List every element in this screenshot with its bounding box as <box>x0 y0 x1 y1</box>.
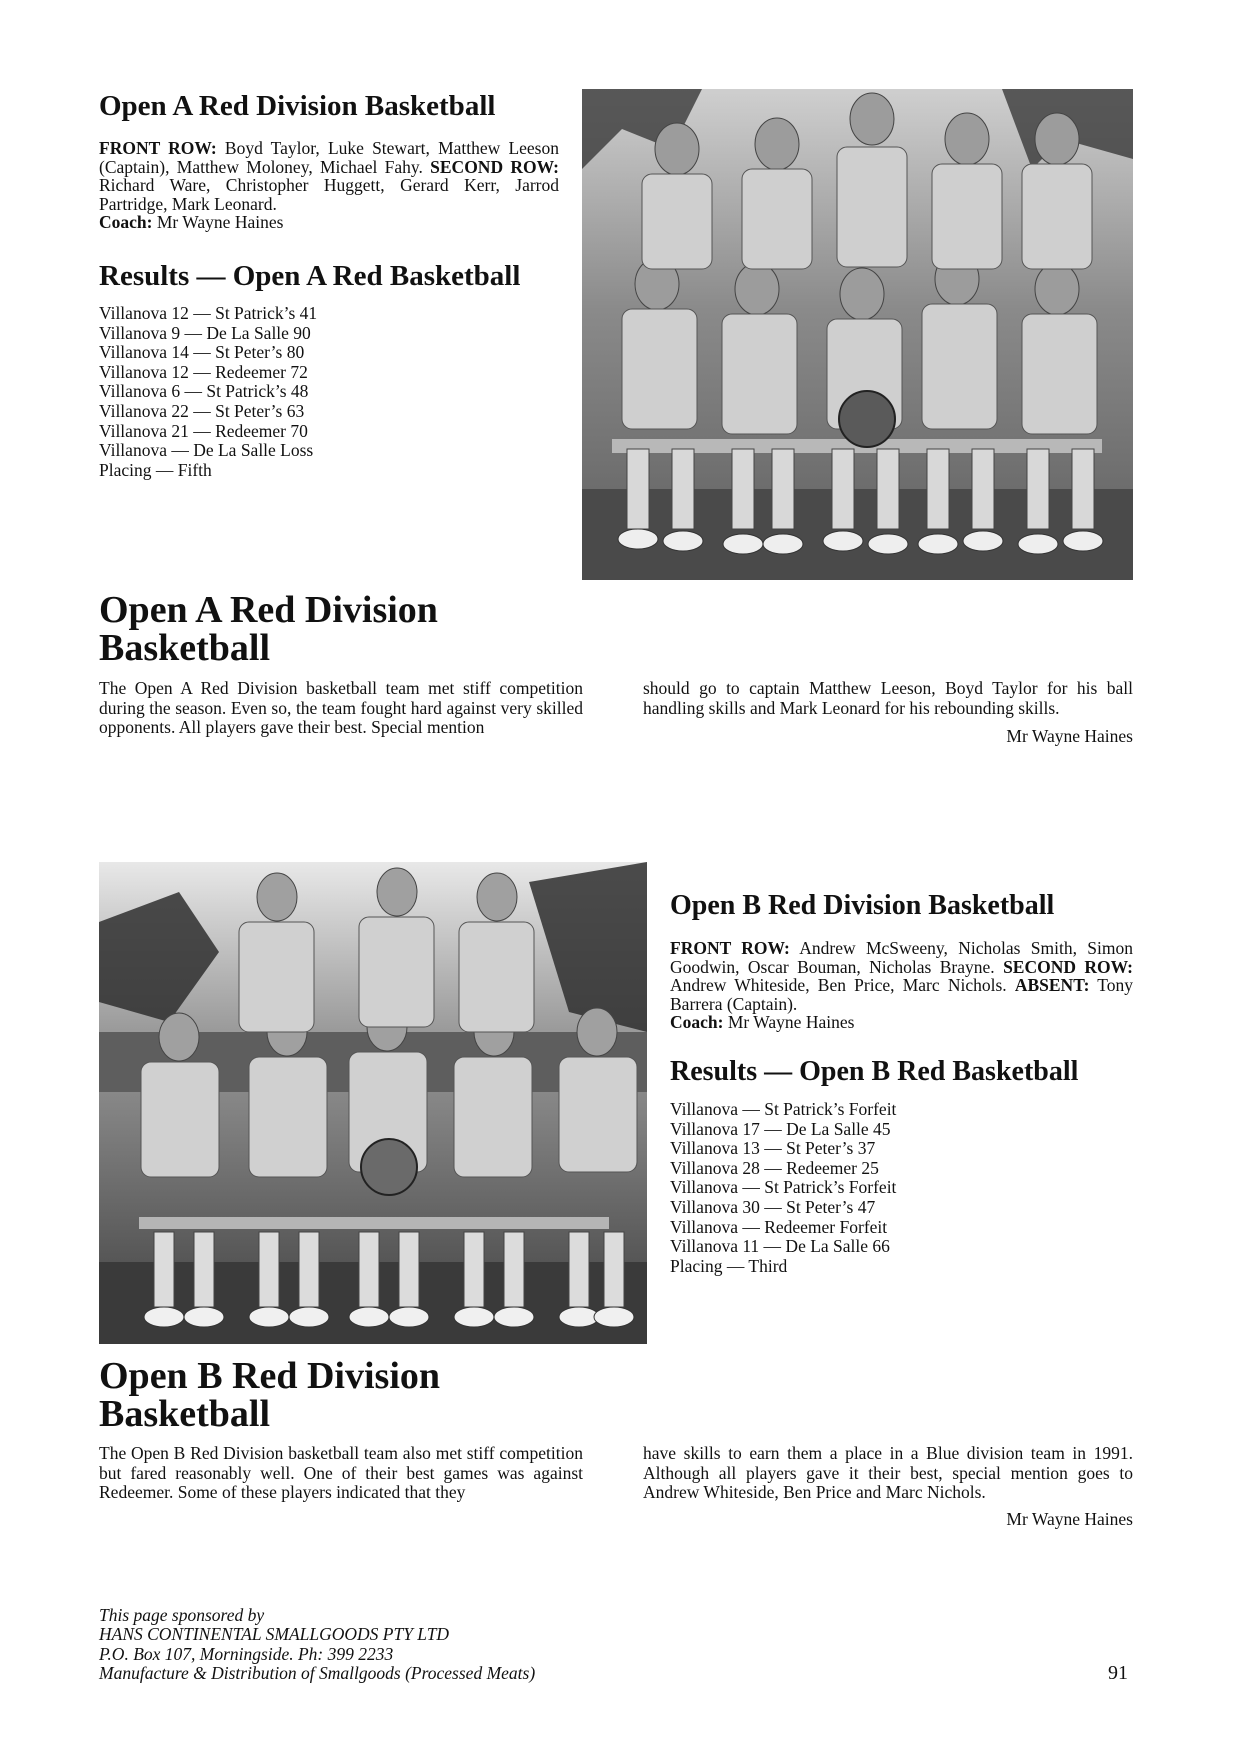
result-item: Villanova 9 — De La Salle 90 <box>99 322 311 343</box>
result-item: Villanova 12 — St Patrick’s 41 <box>99 303 318 323</box>
second-row-names: Richard Ware, Christopher Huggett, Gerard Kerr, Jarrod Partridge, Mark Leonard. <box>99 175 559 214</box>
section-b-roster <box>670 939 1133 1032</box>
section-a-article-heading-line2: Basketball <box>99 627 271 669</box>
section-b-signature: Mr Wayne Haines <box>1006 1509 1133 1529</box>
absent-label: ABSENT: <box>1014 975 1090 995</box>
coach-name: Mr Wayne Haines <box>156 212 284 232</box>
section-b-article-heading-line2: Basketball <box>99 1393 271 1435</box>
page-number: 91 <box>1108 1662 1128 1684</box>
result-item: Villanova — Redeemer Forfeit <box>670 1216 888 1237</box>
front-row-names: Andrew McSweeny, Nicholas Smith, Simon Goodwin, Oscar Bouman, Nicholas Brayne. <box>670 938 1134 977</box>
result-item: Villanova 28 — Redeemer 25 <box>670 1157 879 1178</box>
placing: Placing — Third <box>670 1255 788 1276</box>
heading-part: Open B Red <box>99 1355 298 1397</box>
result-item: Villanova 6 — St Patrick’s 48 <box>99 381 309 402</box>
team-photo-a <box>582 89 1133 580</box>
heading-part: Division <box>306 1355 441 1397</box>
result-item: Villanova 11 — De La Salle 66 <box>670 1236 890 1257</box>
sponsor-description: Manufacture & Distribution of Smallgoods (Processed Meats) <box>99 1662 536 1683</box>
section-a-signature: Mr Wayne Haines <box>1006 726 1133 746</box>
result-item: Villanova 12 — Redeemer 72 <box>99 361 308 382</box>
section-b-heading: Open B Red Division Basketball <box>670 890 1055 921</box>
section-a-article-col1: The Open A Red Division basketball team met stiff competition during the season. Even so, the team fought hard against very skilled opponents. All players gave their best. Special mention <box>99 678 583 737</box>
section-b-article-heading-line1 <box>99 1357 440 1395</box>
front-row-label: FRONT ROW: <box>99 138 217 158</box>
result-item: Villanova 17 — De La Salle 45 <box>670 1118 891 1139</box>
coach-label: Coach: <box>99 212 153 232</box>
sponsor-name: HANS CONTINENTAL SMALLGOODS PTY LTD <box>99 1624 450 1645</box>
section-b-results-heading: Results — Open B Red Basketball <box>670 1056 1079 1087</box>
coach-label: Coach: <box>670 1012 724 1032</box>
team-photo-b <box>99 862 647 1344</box>
section-b-article-col2: have skills to earn them a place in a Blue division team in 1991. Although all players gave it their best, special mention goes to Andrew Whiteside, Ben Price and Marc Nichols. <box>643 1443 1133 1502</box>
section-b-results-list <box>670 1100 896 1276</box>
section-a-results-heading: Results — Open A Red Basketball <box>99 260 521 292</box>
result-item: Villanova 30 — St Peter’s 47 <box>670 1196 876 1217</box>
second-row-names: Andrew Whiteside, Ben Price, Marc Nichols. <box>670 975 1007 995</box>
front-row-names: Boyd Taylor, Luke Stewart, Matthew Leeson (Captain), Matthew Moloney, Michael Fahy. <box>99 138 559 177</box>
placing: Placing — Fifth <box>99 459 212 480</box>
result-item: Villanova — De La Salle Loss <box>99 440 314 461</box>
second-row-label: SECOND ROW: <box>1003 956 1133 977</box>
section-a-article-heading-line1: Open A Red Division <box>99 589 438 631</box>
section-a-article-col2: should go to captain Matthew Leeson, Boyd Taylor for his ball handling skills and Mark Leonard for his rebounding skills. <box>643 678 1133 718</box>
result-item: Villanova 21 — Redeemer 70 <box>99 420 308 441</box>
result-item: Villanova 14 — St Peter’s 80 <box>99 342 305 363</box>
result-item: Villanova 13 — St Peter’s 37 <box>670 1138 876 1159</box>
section-a-heading: Open A Red Division Basketball <box>99 90 496 122</box>
result-item: Villanova — St Patrick’s Forfeit <box>670 1099 897 1119</box>
result-item: Villanova 22 — St Peter’s 63 <box>99 400 305 421</box>
coach-name: Mr Wayne Haines <box>727 1012 855 1032</box>
front-row-label: FRONT ROW: <box>670 938 790 958</box>
absent-names: Tony Barrera (Captain). <box>670 975 1134 1014</box>
sponsor-block <box>99 1606 719 1683</box>
second-row-label: SECOND ROW: <box>430 156 559 177</box>
sponsor-address: P.O. Box 107, Morningside. Ph: 399 2233 <box>99 1643 394 1664</box>
section-a-results-list <box>99 304 317 480</box>
sponsor-line: This page sponsored by <box>99 1605 265 1625</box>
section-b-article-col1: The Open B Red Division basketball team also met stiff competition but fared reasonably well. One of their best games was against Redeemer. Some of these players indicated that they <box>99 1443 583 1502</box>
section-a-roster <box>99 139 559 232</box>
result-item: Villanova — St Patrick’s Forfeit <box>670 1177 897 1198</box>
